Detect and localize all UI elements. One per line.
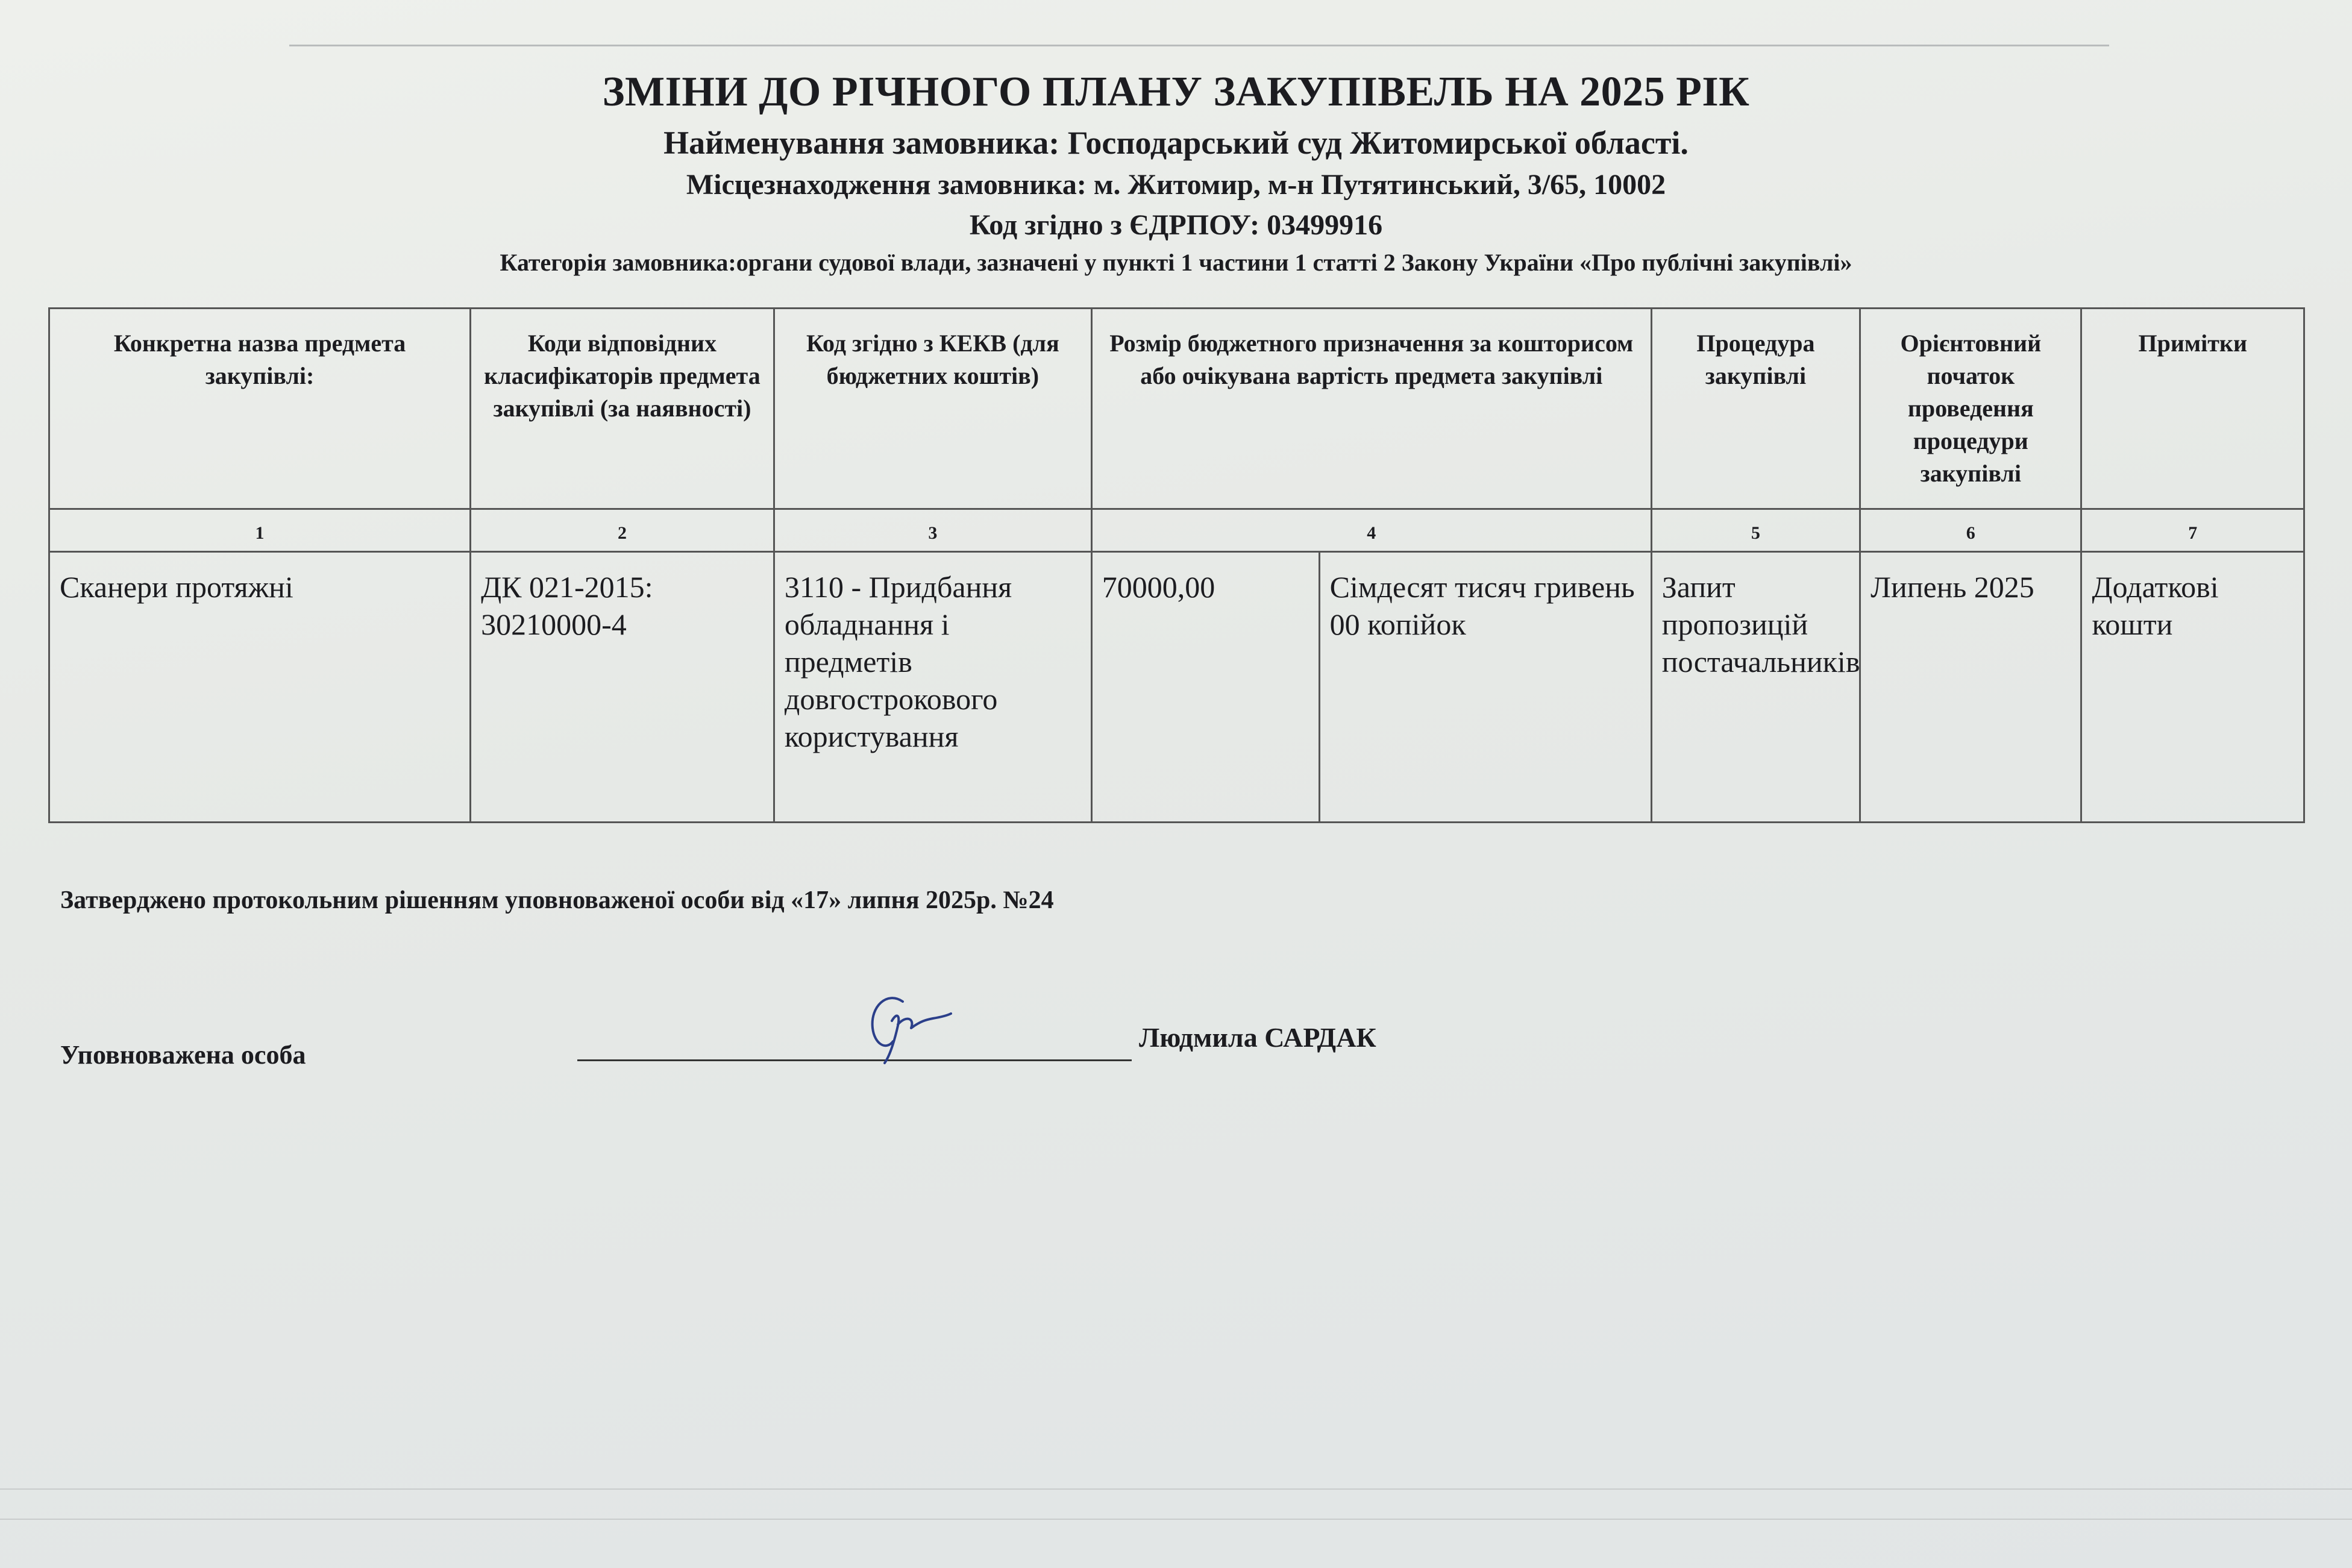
header-notes: Примітки bbox=[2081, 309, 2304, 509]
cell-item-name: Сканери протяжні bbox=[49, 552, 471, 823]
customer-category: Категорія замовника:органи судової влади, зазначені у пункті 1 частини 1 статті 2 Закону України «Про публічні закупівлі» bbox=[500, 249, 1852, 276]
cell-procedure: Запит пропозицій постачальників bbox=[1651, 552, 1860, 823]
column-number: 1 bbox=[49, 509, 471, 552]
column-number: 6 bbox=[1860, 509, 2081, 552]
header-procedure: Процедура закупівлі bbox=[1651, 309, 1860, 509]
procurement-table-wrapper bbox=[48, 307, 2305, 823]
cell-kekv: 3110 - Придбання обладнання і предметів довгострокового користування bbox=[774, 552, 1091, 823]
cell-amount-words: Сімдесят тисяч гривень 00 копійок bbox=[1319, 552, 1651, 823]
column-number: 3 bbox=[774, 509, 1091, 552]
table-header-row bbox=[49, 309, 2304, 509]
document-header bbox=[0, 63, 2352, 280]
authorized-person-name: Людмила САРДАК bbox=[1139, 1022, 1376, 1053]
customer-name: Найменування замовника: Господарський суд Житомирської області. bbox=[663, 125, 1689, 161]
column-number-row bbox=[49, 509, 2304, 552]
table-row bbox=[49, 552, 2304, 823]
paper-edge-line bbox=[0, 1519, 2352, 1520]
header-classifier-codes: Коди відповідних класифікаторів предмета закупівлі (за наявності) bbox=[471, 309, 774, 509]
signature-line bbox=[577, 1059, 1132, 1061]
document-title: ЗМІНИ ДО РІЧНОГО ПЛАНУ ЗАКУПІВЕЛЬ НА 2025 РІК bbox=[602, 69, 1750, 115]
column-number: 7 bbox=[2081, 509, 2304, 552]
header-item-name: Конкретна назва предмета закупівлі: bbox=[49, 309, 471, 509]
column-number: 2 bbox=[471, 509, 774, 552]
cell-amount: 70000,00 bbox=[1091, 552, 1319, 823]
approval-statement: Затверджено протокольним рішенням уповноваженої особи від «17» липня 2025р. №24 bbox=[60, 886, 1054, 914]
header-start-date: Орієнтовний початок проведення процедури закупівлі bbox=[1860, 309, 2081, 509]
customer-location: Місцезнаходження замовника: м. Житомир, м-н Путятинський, 3/65, 10002 bbox=[686, 169, 1666, 201]
top-rule bbox=[289, 45, 2109, 46]
column-number: 4 bbox=[1091, 509, 1651, 552]
cell-classifier-code: ДК 021-2015: 30210000-4 bbox=[471, 552, 774, 823]
header-kekv: Код згідно з КЕКВ (для бюджетних коштів) bbox=[774, 309, 1091, 509]
cell-start-date: Липень 2025 bbox=[1860, 552, 2081, 823]
handwritten-signature bbox=[856, 988, 952, 1067]
paper-edge-line bbox=[0, 1488, 2352, 1490]
edrpou-code: Код згідно з ЄДРПОУ: 03499916 bbox=[969, 209, 1383, 241]
authorized-person-label: Уповноважена особа bbox=[60, 1040, 306, 1070]
procurement-table bbox=[48, 307, 2305, 823]
column-number: 5 bbox=[1651, 509, 1860, 552]
header-budget-amount: Розмір бюджетного призначення за кошторисом або очікувана вартість предмета закупівлі bbox=[1091, 309, 1651, 509]
cell-notes: Додаткові кошти bbox=[2081, 552, 2304, 823]
